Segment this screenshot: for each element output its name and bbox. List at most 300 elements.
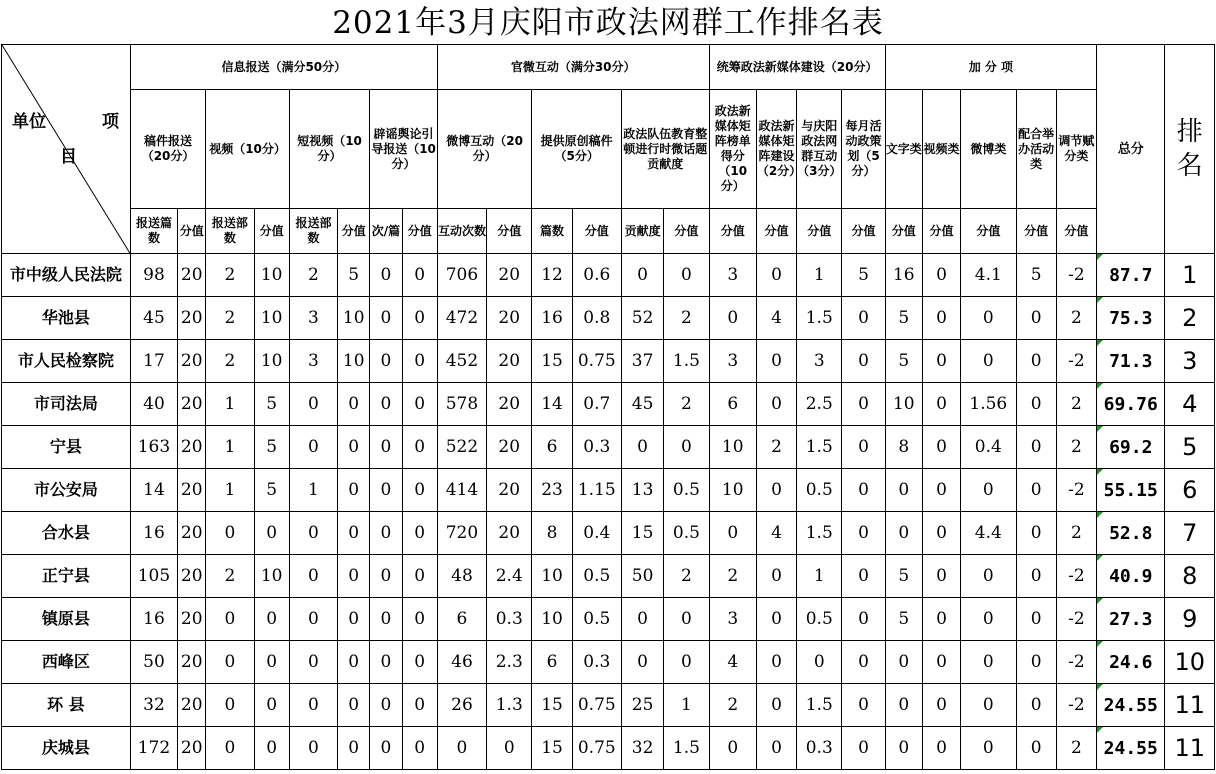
- value-cell: 1: [289, 469, 337, 512]
- value-cell: 20: [487, 254, 532, 297]
- value-cell: 10: [254, 254, 289, 297]
- total-score-cell: 24.55: [1097, 727, 1165, 770]
- value-cell: 414: [437, 469, 486, 512]
- value-cell: 0: [254, 512, 289, 555]
- value-cell: 2: [709, 555, 756, 598]
- value-cell: 0: [1016, 426, 1056, 469]
- value-cell: 0: [922, 512, 960, 555]
- value-cell: 0.5: [572, 555, 621, 598]
- value-cell: 0: [1016, 512, 1056, 555]
- total-score-cell: 69.2: [1097, 426, 1165, 469]
- value-cell: 5: [885, 340, 922, 383]
- value-cell: 0: [370, 383, 402, 426]
- value-cell: 0: [961, 469, 1016, 512]
- value-cell: 0: [922, 684, 960, 727]
- col-score: 分值: [1056, 209, 1096, 254]
- group-info: 信息报送（满分50分）: [130, 45, 437, 90]
- col-score: 分值: [254, 209, 289, 254]
- value-cell: 2: [206, 254, 254, 297]
- value-cell: 0: [842, 555, 885, 598]
- value-cell: 0: [797, 641, 842, 684]
- value-cell: 17: [130, 340, 177, 383]
- rank-cell: 1: [1165, 254, 1215, 297]
- value-cell: 0: [370, 727, 402, 770]
- value-cell: 0: [664, 254, 709, 297]
- rank-cell: 4: [1165, 383, 1215, 426]
- value-cell: 0: [842, 598, 885, 641]
- value-cell: 0: [756, 383, 796, 426]
- value-cell: 20: [178, 555, 206, 598]
- col-score: 分值: [709, 209, 756, 254]
- sub-cooperate: 配合举办活动类: [1016, 90, 1056, 209]
- total-score-cell: 40.9: [1097, 555, 1165, 598]
- value-cell: 1.5: [797, 297, 842, 340]
- value-cell: 2: [709, 684, 756, 727]
- value-cell: 0: [338, 469, 370, 512]
- value-cell: 0: [961, 641, 1016, 684]
- value-cell: 5: [254, 383, 289, 426]
- value-cell: 0: [756, 469, 796, 512]
- value-cell: 0: [370, 684, 402, 727]
- value-cell: 0: [842, 340, 885, 383]
- group-newmedia: 统筹政法新媒体建设（20分）: [709, 45, 885, 90]
- col-score: 分值: [572, 209, 621, 254]
- value-cell: 2: [1056, 727, 1096, 770]
- unit-name-cell: 镇原县: [2, 598, 131, 641]
- value-cell: 0: [756, 254, 796, 297]
- value-cell: -2: [1056, 555, 1096, 598]
- value-cell: 4: [756, 512, 796, 555]
- table-row: [2, 254, 1215, 297]
- value-cell: 1: [206, 426, 254, 469]
- value-cell: 10: [532, 555, 572, 598]
- value-cell: 0: [402, 684, 437, 727]
- value-cell: 578: [437, 383, 486, 426]
- col-score: 分值: [338, 209, 370, 254]
- col-report-dept: 报送部数: [206, 209, 254, 254]
- value-cell: 0: [402, 641, 437, 684]
- value-cell: 0: [254, 598, 289, 641]
- value-cell: 2: [1056, 426, 1096, 469]
- value-cell: 0: [338, 684, 370, 727]
- value-cell: 0: [756, 684, 796, 727]
- value-cell: 26: [437, 684, 486, 727]
- value-cell: 2: [1056, 383, 1096, 426]
- total-score-cell: 52.8: [1097, 512, 1165, 555]
- value-cell: 2: [206, 297, 254, 340]
- unit-name-cell: 庆城县: [2, 727, 131, 770]
- value-cell: 0: [206, 684, 254, 727]
- value-cell: 0.5: [664, 512, 709, 555]
- rank-cell: 7: [1165, 512, 1215, 555]
- value-cell: 1.5: [664, 727, 709, 770]
- table-row: [2, 598, 1215, 641]
- value-cell: 1: [797, 254, 842, 297]
- value-cell: 5: [885, 555, 922, 598]
- value-cell: -2: [1056, 340, 1096, 383]
- unit-name-cell: 合水县: [2, 512, 131, 555]
- col-score: 分值: [178, 209, 206, 254]
- value-cell: 0: [289, 598, 337, 641]
- value-cell: 0: [402, 254, 437, 297]
- value-cell: 0: [289, 383, 337, 426]
- table-row: [2, 340, 1215, 383]
- value-cell: 4.1: [961, 254, 1016, 297]
- sub-weibo-cls: 微博类: [961, 90, 1016, 209]
- value-cell: 2.3: [487, 641, 532, 684]
- sub-adjust: 调节赋分类: [1056, 90, 1096, 209]
- total-score-cell: 27.3: [1097, 598, 1165, 641]
- value-cell: 105: [130, 555, 177, 598]
- sub-matrix-build: 政法新媒体矩阵建设（2分）: [756, 90, 796, 209]
- value-cell: 0: [370, 469, 402, 512]
- value-cell: 0: [664, 426, 709, 469]
- total-score-cell: 69.76: [1097, 383, 1165, 426]
- value-cell: 0.75: [572, 684, 621, 727]
- value-cell: 0: [338, 512, 370, 555]
- value-cell: 20: [487, 340, 532, 383]
- value-cell: 0: [1016, 383, 1056, 426]
- table-row: [2, 555, 1215, 598]
- value-cell: 0: [842, 426, 885, 469]
- value-cell: 20: [178, 512, 206, 555]
- value-cell: 1.5: [797, 684, 842, 727]
- sub-short-video: 短视频（10分）: [289, 90, 370, 209]
- value-cell: 0: [338, 641, 370, 684]
- value-cell: 0: [402, 469, 437, 512]
- value-cell: 2: [1056, 297, 1096, 340]
- value-cell: 0: [885, 512, 922, 555]
- unit-name-cell: 环 县: [2, 684, 131, 727]
- value-cell: 16: [130, 512, 177, 555]
- col-report-count: 报送篇数: [130, 209, 177, 254]
- table-row: [2, 426, 1215, 469]
- value-cell: 0: [402, 555, 437, 598]
- value-cell: 1: [664, 684, 709, 727]
- value-cell: 3: [797, 340, 842, 383]
- value-cell: 3: [709, 598, 756, 641]
- value-cell: 1.5: [797, 426, 842, 469]
- table-row: [2, 297, 1215, 340]
- sub-original: 提供原创稿件（5分）: [532, 90, 622, 209]
- value-cell: 0: [289, 727, 337, 770]
- value-cell: 15: [532, 727, 572, 770]
- value-cell: 20: [178, 469, 206, 512]
- value-cell: 0: [621, 426, 663, 469]
- col-score: 分值: [664, 209, 709, 254]
- value-cell: 0.5: [797, 469, 842, 512]
- value-cell: 0: [1016, 684, 1056, 727]
- rank-cell: 9: [1165, 598, 1215, 641]
- corner-item-label-2: 目: [60, 147, 77, 167]
- unit-name-cell: 西峰区: [2, 641, 131, 684]
- value-cell: 5: [1016, 254, 1056, 297]
- value-cell: 98: [130, 254, 177, 297]
- value-cell: 15: [621, 512, 663, 555]
- unit-name-cell: 市司法局: [2, 383, 131, 426]
- value-cell: -2: [1056, 598, 1096, 641]
- value-cell: 0: [756, 598, 796, 641]
- value-cell: 0.3: [797, 727, 842, 770]
- value-cell: 10: [254, 297, 289, 340]
- value-cell: -2: [1056, 641, 1096, 684]
- value-cell: 3: [289, 297, 337, 340]
- col-interact-times: 互动次数: [437, 209, 486, 254]
- value-cell: 32: [621, 727, 663, 770]
- value-cell: 14: [532, 383, 572, 426]
- rank-header: 排名: [1165, 45, 1215, 254]
- value-cell: 0: [664, 641, 709, 684]
- value-cell: 16: [532, 297, 572, 340]
- value-cell: 0.4: [572, 512, 621, 555]
- value-cell: 0: [961, 598, 1016, 641]
- value-cell: 10: [885, 383, 922, 426]
- value-cell: 0: [289, 641, 337, 684]
- col-score: 分值: [885, 209, 922, 254]
- value-cell: 13: [621, 469, 663, 512]
- rank-cell: 11: [1165, 727, 1215, 770]
- value-cell: 0: [922, 727, 960, 770]
- value-cell: 0: [370, 512, 402, 555]
- value-cell: 0: [756, 727, 796, 770]
- sub-video: 视频（10分）: [206, 90, 290, 209]
- value-cell: 32: [130, 684, 177, 727]
- value-cell: 0: [961, 297, 1016, 340]
- value-cell: 0.75: [572, 340, 621, 383]
- table-row: [2, 727, 1215, 770]
- value-cell: 0.5: [797, 598, 842, 641]
- value-cell: 0: [922, 555, 960, 598]
- value-cell: 0: [206, 512, 254, 555]
- ranking-table: [1, 44, 1215, 770]
- value-cell: 15: [532, 684, 572, 727]
- value-cell: 10: [338, 340, 370, 383]
- value-cell: 0: [922, 340, 960, 383]
- value-cell: 0: [402, 512, 437, 555]
- unit-name-cell: 市公安局: [2, 469, 131, 512]
- value-cell: 0: [922, 641, 960, 684]
- value-cell: 0: [664, 598, 709, 641]
- table-row: [2, 641, 1215, 684]
- sub-manuscript: 稿件报送（20分）: [130, 90, 205, 209]
- value-cell: 1.5: [664, 340, 709, 383]
- value-cell: 0: [289, 555, 337, 598]
- value-cell: 4: [756, 297, 796, 340]
- value-cell: 14: [130, 469, 177, 512]
- value-cell: 2.4: [487, 555, 532, 598]
- value-cell: 0: [842, 469, 885, 512]
- sub-weibo-interact: 微博互动（20分）: [437, 90, 532, 209]
- unit-name-cell: 市人民检察院: [2, 340, 131, 383]
- value-cell: 0: [842, 684, 885, 727]
- sub-matrix-list: 政法新媒体矩阵榜单得分（10分）: [709, 90, 756, 209]
- value-cell: 20: [178, 727, 206, 770]
- col-score: 分值: [842, 209, 885, 254]
- value-cell: 0: [621, 598, 663, 641]
- corner-header: [2, 45, 131, 254]
- value-cell: 0: [1016, 340, 1056, 383]
- value-cell: 20: [487, 383, 532, 426]
- table-row: [2, 469, 1215, 512]
- value-cell: 0: [756, 340, 796, 383]
- value-cell: 0: [338, 426, 370, 469]
- value-cell: 50: [621, 555, 663, 598]
- value-cell: 16: [885, 254, 922, 297]
- value-cell: 706: [437, 254, 486, 297]
- value-cell: 0: [922, 383, 960, 426]
- col-score: 分值: [961, 209, 1016, 254]
- col-score: 分值: [402, 209, 437, 254]
- value-cell: 0: [254, 641, 289, 684]
- value-cell: 0: [402, 297, 437, 340]
- col-score: 分值: [756, 209, 796, 254]
- value-cell: 20: [178, 254, 206, 297]
- col-score: 分值: [922, 209, 960, 254]
- value-cell: 0: [402, 340, 437, 383]
- table-body: [2, 254, 1215, 770]
- value-cell: 3: [709, 254, 756, 297]
- value-cell: 6: [532, 641, 572, 684]
- value-cell: 16: [130, 598, 177, 641]
- value-cell: 0: [842, 727, 885, 770]
- value-cell: 46: [437, 641, 486, 684]
- value-cell: 0: [842, 383, 885, 426]
- value-cell: 472: [437, 297, 486, 340]
- value-cell: 0: [370, 340, 402, 383]
- total-score-cell: 75.3: [1097, 297, 1165, 340]
- rank-cell: 3: [1165, 340, 1215, 383]
- value-cell: 20: [178, 684, 206, 727]
- value-cell: 0: [338, 598, 370, 641]
- value-cell: 0: [842, 512, 885, 555]
- value-cell: 0: [254, 727, 289, 770]
- value-cell: 0: [289, 684, 337, 727]
- value-cell: 0.4: [961, 426, 1016, 469]
- value-cell: 0: [338, 555, 370, 598]
- value-cell: 2: [1056, 512, 1096, 555]
- value-cell: 3: [709, 340, 756, 383]
- value-cell: 20: [487, 426, 532, 469]
- sub-video-cls: 视频类: [922, 90, 960, 209]
- rank-cell: 5: [1165, 426, 1215, 469]
- value-cell: 0: [206, 727, 254, 770]
- value-cell: 0: [402, 727, 437, 770]
- value-cell: 0: [402, 426, 437, 469]
- value-cell: 6: [437, 598, 486, 641]
- value-cell: 1.56: [961, 383, 1016, 426]
- page-title: 2021年3月庆阳市政法网群工作排名表: [332, 5, 884, 41]
- value-cell: -2: [1056, 469, 1096, 512]
- value-cell: 0: [885, 641, 922, 684]
- sub-text-cls: 文字类: [885, 90, 922, 209]
- value-cell: 5: [338, 254, 370, 297]
- value-cell: 2: [664, 555, 709, 598]
- value-cell: 0.8: [572, 297, 621, 340]
- sub-rumor: 辟谣舆论引导报送（10分）: [370, 90, 438, 209]
- value-cell: 5: [254, 426, 289, 469]
- value-cell: 0: [709, 512, 756, 555]
- value-cell: 48: [437, 555, 486, 598]
- value-cell: 0: [370, 555, 402, 598]
- value-cell: 2: [664, 297, 709, 340]
- value-cell: 0: [370, 254, 402, 297]
- value-cell: 0: [961, 684, 1016, 727]
- value-cell: 0: [370, 297, 402, 340]
- value-cell: 720: [437, 512, 486, 555]
- rank-cell: 2: [1165, 297, 1215, 340]
- value-cell: 6: [532, 426, 572, 469]
- value-cell: 8: [532, 512, 572, 555]
- value-cell: 4: [709, 641, 756, 684]
- value-cell: 0: [370, 598, 402, 641]
- value-cell: 0: [756, 641, 796, 684]
- total-header: 总分: [1097, 45, 1165, 254]
- value-cell: 5: [885, 598, 922, 641]
- value-cell: 0.75: [572, 727, 621, 770]
- value-cell: 0: [961, 340, 1016, 383]
- total-score-cell: 24.55: [1097, 684, 1165, 727]
- group-weibo: 官微互动（满分30分）: [437, 45, 709, 90]
- value-cell: 0.3: [572, 641, 621, 684]
- value-cell: 20: [178, 426, 206, 469]
- value-cell: 0.3: [487, 598, 532, 641]
- value-cell: 2: [206, 555, 254, 598]
- value-cell: 50: [130, 641, 177, 684]
- value-cell: 0: [885, 727, 922, 770]
- value-cell: 0.6: [572, 254, 621, 297]
- value-cell: 0: [961, 555, 1016, 598]
- value-cell: 0.5: [572, 598, 621, 641]
- value-cell: 8: [885, 426, 922, 469]
- col-score: 分值: [1016, 209, 1056, 254]
- unit-name-cell: 华池县: [2, 297, 131, 340]
- value-cell: 10: [709, 469, 756, 512]
- value-cell: 0: [842, 297, 885, 340]
- total-score-cell: 71.3: [1097, 340, 1165, 383]
- table-row: [2, 684, 1215, 727]
- value-cell: 0: [1016, 469, 1056, 512]
- value-cell: 23: [532, 469, 572, 512]
- col-articles: 篇数: [532, 209, 572, 254]
- col-times-per: 次/篇: [370, 209, 402, 254]
- corner-unit-label: 单位: [12, 112, 46, 132]
- value-cell: 0: [370, 426, 402, 469]
- value-cell: 10: [338, 297, 370, 340]
- value-cell: 2: [664, 383, 709, 426]
- value-cell: 0.7: [572, 383, 621, 426]
- value-cell: 0: [885, 469, 922, 512]
- value-cell: 172: [130, 727, 177, 770]
- value-cell: 20: [178, 383, 206, 426]
- value-cell: 0: [885, 684, 922, 727]
- value-cell: 522: [437, 426, 486, 469]
- value-cell: 0: [254, 684, 289, 727]
- value-cell: 20: [178, 641, 206, 684]
- group-bonus: 加 分 项: [885, 45, 1096, 90]
- value-cell: 0: [922, 254, 960, 297]
- rank-cell: 6: [1165, 469, 1215, 512]
- sub-monthly-plan: 每月活动政策划（5分）: [842, 90, 885, 209]
- total-score-cell: 24.6: [1097, 641, 1165, 684]
- value-cell: 3: [289, 340, 337, 383]
- value-cell: 1: [206, 469, 254, 512]
- value-cell: 20: [487, 297, 532, 340]
- value-cell: 0: [961, 727, 1016, 770]
- table-row: [2, 383, 1215, 426]
- col-report-dept: 报送部数: [289, 209, 337, 254]
- value-cell: 0: [487, 727, 532, 770]
- value-cell: 20: [487, 512, 532, 555]
